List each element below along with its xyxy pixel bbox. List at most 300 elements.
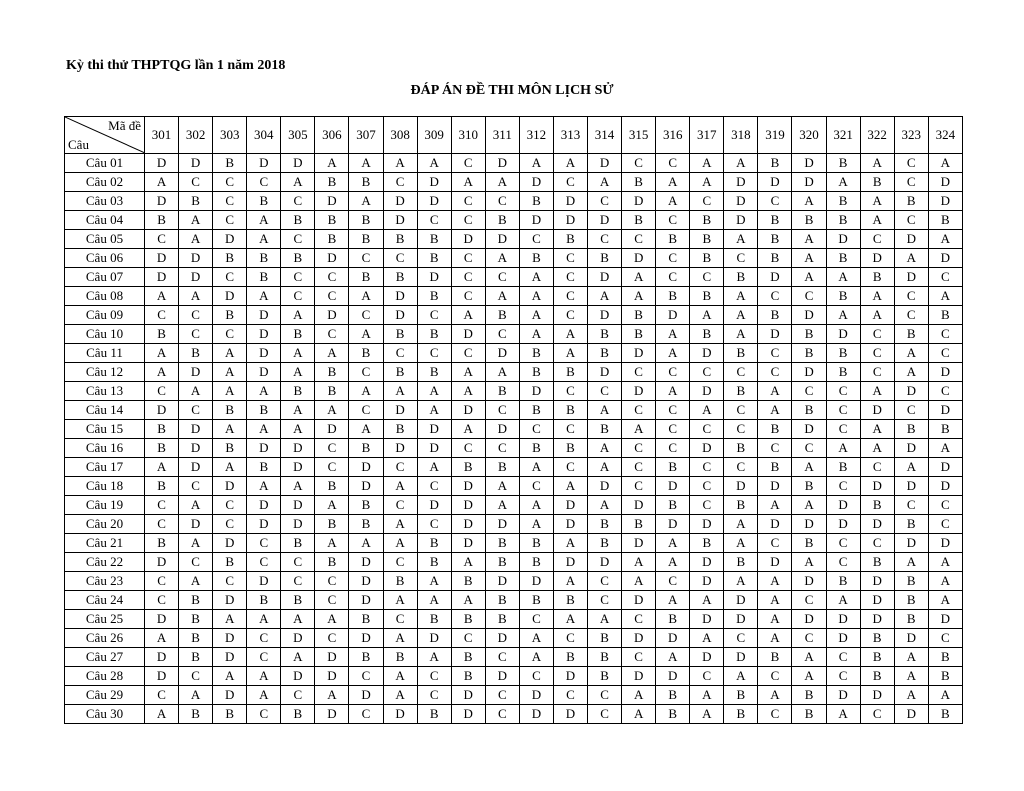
answer-cell: C [792, 629, 826, 648]
answer-cell: C [860, 344, 894, 363]
answer-cell: D [519, 173, 553, 192]
answer-cell: C [928, 382, 962, 401]
answer-cell: A [281, 648, 315, 667]
answer-cell: C [724, 249, 758, 268]
answer-cell: D [383, 439, 417, 458]
answer-cell: C [553, 249, 587, 268]
answer-cell: C [281, 553, 315, 572]
answer-cell: D [928, 249, 962, 268]
answer-cell: B [588, 325, 622, 344]
answer-cell: C [690, 667, 724, 686]
answer-cell: D [485, 230, 519, 249]
answer-cell: A [724, 306, 758, 325]
answer-cell: D [894, 439, 928, 458]
answer-cell: C [553, 629, 587, 648]
answer-cell: A [485, 173, 519, 192]
table-row [65, 249, 963, 268]
answer-cell: B [485, 458, 519, 477]
question-number-cell: Câu 09 [65, 306, 145, 325]
answer-cell: C [179, 667, 213, 686]
answer-cell: D [383, 401, 417, 420]
table-row [65, 306, 963, 325]
answer-cell: B [417, 534, 451, 553]
answer-cell: A [553, 344, 587, 363]
answer-cell: D [417, 439, 451, 458]
answer-cell: D [553, 192, 587, 211]
answer-cell: C [724, 420, 758, 439]
answer-cell: A [179, 496, 213, 515]
answer-cell: D [145, 648, 179, 667]
answer-cell: C [179, 477, 213, 496]
answer-cell: B [928, 648, 962, 667]
answer-cell: C [724, 401, 758, 420]
answer-cell: C [349, 401, 383, 420]
answer-cell: B [894, 325, 928, 344]
answer-cell: C [383, 553, 417, 572]
answer-cell: A [724, 534, 758, 553]
answer-cell: C [485, 325, 519, 344]
answer-cell: A [519, 496, 553, 515]
answer-cell: B [179, 705, 213, 724]
answer-cell: A [588, 173, 622, 192]
answer-cell: A [281, 344, 315, 363]
answer-cell: C [315, 591, 349, 610]
answer-cell: C [826, 667, 860, 686]
answer-cell: A [758, 382, 792, 401]
answer-cell: C [894, 496, 928, 515]
table-row [65, 496, 963, 515]
answer-cell: A [656, 591, 690, 610]
answer-cell: C [417, 306, 451, 325]
answer-cell: C [213, 572, 247, 591]
answer-cell: C [213, 515, 247, 534]
answer-cell: D [485, 420, 519, 439]
answer-cell: B [724, 496, 758, 515]
answer-cell: D [417, 173, 451, 192]
answer-cell: B [145, 439, 179, 458]
answer-cell: D [349, 477, 383, 496]
answer-cell: D [894, 534, 928, 553]
answer-cell: C [451, 287, 485, 306]
table-row [65, 705, 963, 724]
answer-cell: A [281, 610, 315, 629]
answer-cell: D [315, 667, 349, 686]
answer-cell: A [928, 439, 962, 458]
question-label: Câu [68, 137, 89, 152]
answer-cell: A [894, 249, 928, 268]
answer-cell: D [656, 515, 690, 534]
answer-cell: B [553, 230, 587, 249]
answer-cell: D [690, 382, 724, 401]
answer-cell: A [622, 268, 656, 287]
answer-cell: C [247, 629, 281, 648]
answer-cell: C [281, 686, 315, 705]
answer-cell: D [928, 610, 962, 629]
answer-cell: C [860, 458, 894, 477]
table-row [65, 382, 963, 401]
answer-cell: D [145, 268, 179, 287]
answer-cell: D [894, 268, 928, 287]
answer-cell: C [281, 192, 315, 211]
answer-cell: A [519, 458, 553, 477]
answer-cell: C [145, 591, 179, 610]
answer-cell: D [281, 458, 315, 477]
exam-code-header: 303 [213, 117, 247, 154]
question-number-cell: Câu 18 [65, 477, 145, 496]
answer-cell: B [281, 211, 315, 230]
answer-cell: B [588, 515, 622, 534]
answer-cell: B [826, 192, 860, 211]
answer-cell: B [758, 211, 792, 230]
question-number-cell: Câu 29 [65, 686, 145, 705]
answer-cell: B [417, 249, 451, 268]
answer-cell: A [417, 458, 451, 477]
answer-cell: A [179, 211, 213, 230]
answer-cell: C [622, 363, 656, 382]
answer-cell: C [894, 173, 928, 192]
answer-cell: B [826, 572, 860, 591]
answer-cell: C [826, 534, 860, 553]
answer-cell: D [724, 192, 758, 211]
answer-cell: D [724, 648, 758, 667]
answer-cell: D [860, 477, 894, 496]
exam-code-header: 315 [622, 117, 656, 154]
answer-cell: C [247, 553, 281, 572]
answer-cell: A [519, 268, 553, 287]
answer-cell: C [622, 477, 656, 496]
answer-key-title: ĐÁP ÁN ĐỀ THI MÔN LỊCH SỬ [410, 83, 614, 98]
answer-cell: D [588, 268, 622, 287]
answer-cell: A [860, 192, 894, 211]
answer-cell: A [519, 629, 553, 648]
answer-cell: C [485, 686, 519, 705]
answer-cell: D [519, 211, 553, 230]
answer-cell: D [179, 515, 213, 534]
table-row [65, 591, 963, 610]
answer-cell: B [383, 648, 417, 667]
answer-cell: B [281, 705, 315, 724]
answer-cell: B [519, 192, 553, 211]
answer-cell: A [383, 667, 417, 686]
answer-cell: A [315, 154, 349, 173]
answer-cell: D [247, 439, 281, 458]
answer-cell: D [588, 211, 622, 230]
answer-cell: A [349, 382, 383, 401]
exam-code-header: 313 [553, 117, 587, 154]
answer-cell: B [826, 249, 860, 268]
answer-cell: D [349, 686, 383, 705]
answer-cell: A [145, 287, 179, 306]
answer-cell: A [656, 325, 690, 344]
answer-cell: D [417, 629, 451, 648]
answer-cell: A [145, 173, 179, 192]
answer-cell: C [315, 458, 349, 477]
answer-cell: B [315, 382, 349, 401]
answer-cell: D [383, 211, 417, 230]
answer-cell: B [519, 401, 553, 420]
answer-cell: C [281, 268, 315, 287]
exam-code-header: 310 [451, 117, 485, 154]
table-row [65, 211, 963, 230]
answer-cell: B [485, 306, 519, 325]
answer-cell: C [145, 686, 179, 705]
question-number-cell: Câu 14 [65, 401, 145, 420]
answer-cell: D [622, 496, 656, 515]
answer-cell: A [792, 496, 826, 515]
answer-cell: A [349, 154, 383, 173]
question-number-cell: Câu 13 [65, 382, 145, 401]
answer-cell: A [792, 553, 826, 572]
answer-cell: A [894, 667, 928, 686]
answer-cell: A [656, 344, 690, 363]
answer-cell: D [145, 610, 179, 629]
answer-cell: D [349, 591, 383, 610]
answer-cell: D [145, 154, 179, 173]
answer-cell: A [758, 610, 792, 629]
answer-cell: B [928, 667, 962, 686]
answer-cell: C [656, 154, 690, 173]
answer-cell: A [656, 648, 690, 667]
answer-cell: D [758, 325, 792, 344]
answer-cell: D [417, 268, 451, 287]
answer-cell: A [758, 591, 792, 610]
exam-code-header: 318 [724, 117, 758, 154]
answer-cell: D [656, 477, 690, 496]
answer-cell: B [383, 268, 417, 287]
answer-cell: A [894, 363, 928, 382]
answer-cell: D [315, 420, 349, 439]
answer-cell: B [758, 306, 792, 325]
answer-cell: B [349, 515, 383, 534]
answer-cell: A [758, 572, 792, 591]
answer-cell: A [622, 705, 656, 724]
answer-cell: C [690, 496, 724, 515]
answer-cell: C [451, 249, 485, 268]
answer-cell: B [315, 211, 349, 230]
answer-cell: D [860, 249, 894, 268]
answer-cell: A [383, 534, 417, 553]
answer-cell: C [485, 705, 519, 724]
question-number-cell: Câu 12 [65, 363, 145, 382]
answer-cell: B [553, 439, 587, 458]
answer-cell: C [451, 629, 485, 648]
answer-cell: C [928, 344, 962, 363]
answer-cell: D [724, 477, 758, 496]
answer-cell: D [315, 648, 349, 667]
answer-cell: B [690, 230, 724, 249]
answer-cell: D [485, 344, 519, 363]
exam-code-header: 321 [826, 117, 860, 154]
answer-cell: A [690, 173, 724, 192]
answer-cell: B [519, 439, 553, 458]
answer-cell: D [519, 382, 553, 401]
answer-cell: A [519, 154, 553, 173]
answer-cell: B [349, 211, 383, 230]
answer-cell: A [179, 572, 213, 591]
answer-cell: A [860, 420, 894, 439]
answer-cell: C [758, 363, 792, 382]
answer-cell: A [724, 572, 758, 591]
answer-cell: A [792, 648, 826, 667]
answer-cell: C [281, 230, 315, 249]
answer-cell: A [928, 154, 962, 173]
answer-cell: C [656, 211, 690, 230]
answer-cell: D [758, 553, 792, 572]
answer-cell: B [281, 325, 315, 344]
answer-cell: D [281, 667, 315, 686]
answer-cell: D [826, 496, 860, 515]
answer-cell: C [724, 458, 758, 477]
answer-cell: D [281, 496, 315, 515]
answer-cell: C [349, 705, 383, 724]
answer-cell: D [792, 306, 826, 325]
answer-cell: C [451, 211, 485, 230]
answer-cell: B [315, 230, 349, 249]
answer-cell: A [179, 686, 213, 705]
exam-code-label: Mã đề [108, 118, 141, 133]
answer-cell: D [724, 211, 758, 230]
answer-cell: B [179, 629, 213, 648]
answer-cell: A [383, 154, 417, 173]
answer-cell: A [588, 287, 622, 306]
answer-cell: B [519, 363, 553, 382]
answer-cell: C [145, 230, 179, 249]
answer-cell: A [213, 610, 247, 629]
answer-cell: B [758, 458, 792, 477]
answer-cell: C [417, 211, 451, 230]
answer-cell: B [758, 648, 792, 667]
answer-cell: C [451, 154, 485, 173]
answer-cell: B [860, 629, 894, 648]
answer-cell: C [145, 515, 179, 534]
answer-cell: B [860, 648, 894, 667]
question-number-cell: Câu 07 [65, 268, 145, 287]
answer-cell: A [656, 553, 690, 572]
answer-cell: B [315, 553, 349, 572]
answer-cell: B [553, 648, 587, 667]
answer-cell: C [826, 382, 860, 401]
answer-cell: D [690, 572, 724, 591]
answer-cell: B [724, 553, 758, 572]
answer-cell: A [145, 363, 179, 382]
exam-code-header: 308 [383, 117, 417, 154]
answer-cell: C [179, 173, 213, 192]
answer-cell: B [894, 515, 928, 534]
answer-cell: C [860, 534, 894, 553]
answer-cell: A [417, 382, 451, 401]
answer-cell: A [485, 363, 519, 382]
exam-code-header: 317 [690, 117, 724, 154]
answer-cell: C [519, 420, 553, 439]
answer-cell: B [656, 458, 690, 477]
answer-cell: D [349, 458, 383, 477]
answer-cell: D [792, 610, 826, 629]
answer-cell: A [690, 154, 724, 173]
answer-cell: D [451, 705, 485, 724]
answer-cell: A [826, 705, 860, 724]
exam-code-header: 323 [894, 117, 928, 154]
answer-cell: B [179, 192, 213, 211]
answer-cell: D [894, 382, 928, 401]
answer-cell: D [553, 705, 587, 724]
answer-cell: A [622, 287, 656, 306]
answer-cell: C [588, 382, 622, 401]
answer-cell: B [758, 154, 792, 173]
answer-cell: B [417, 363, 451, 382]
answer-cell: A [622, 686, 656, 705]
answer-cell: B [928, 306, 962, 325]
answer-cell: A [145, 705, 179, 724]
table-row [65, 154, 963, 173]
answer-cell: B [315, 515, 349, 534]
answer-cell: A [281, 420, 315, 439]
answer-cell: B [690, 249, 724, 268]
answer-cell: C [281, 572, 315, 591]
answer-cell: D [383, 705, 417, 724]
answer-cell: D [179, 439, 213, 458]
answer-cell: D [894, 230, 928, 249]
answer-cell: A [894, 648, 928, 667]
answer-cell: A [519, 648, 553, 667]
answer-cell: B [451, 458, 485, 477]
answer-cell: A [451, 306, 485, 325]
answer-cell: B [213, 705, 247, 724]
answer-cell: B [826, 344, 860, 363]
answer-cell: B [349, 173, 383, 192]
answer-cell: D [758, 268, 792, 287]
answer-cell: B [724, 268, 758, 287]
answer-cell: C [656, 572, 690, 591]
answer-cell: D [247, 154, 281, 173]
answer-cell: A [519, 515, 553, 534]
answer-cell: C [758, 344, 792, 363]
answer-cell: B [588, 629, 622, 648]
answer-cell: A [928, 686, 962, 705]
answer-cell: C [145, 382, 179, 401]
table-row [65, 515, 963, 534]
answer-cell: D [792, 572, 826, 591]
answer-cell: C [179, 553, 213, 572]
answer-cell: D [826, 515, 860, 534]
answer-cell: D [792, 363, 826, 382]
answer-cell: D [553, 496, 587, 515]
answer-cell: C [383, 458, 417, 477]
answer-cell: D [588, 553, 622, 572]
answer-cell: C [826, 553, 860, 572]
answer-cell: B [247, 249, 281, 268]
answer-cell: A [860, 154, 894, 173]
answer-cell: B [690, 211, 724, 230]
answer-cell: A [588, 610, 622, 629]
answer-cell: D [383, 192, 417, 211]
answer-cell: D [451, 534, 485, 553]
question-number-cell: Câu 15 [65, 420, 145, 439]
answer-cell: B [349, 610, 383, 629]
answer-cell: B [519, 553, 553, 572]
answer-cell: C [451, 268, 485, 287]
answer-cell: C [894, 287, 928, 306]
answer-cell: A [792, 458, 826, 477]
answer-cell: C [417, 477, 451, 496]
answer-cell: C [315, 325, 349, 344]
answer-cell: D [417, 496, 451, 515]
answer-cell: B [928, 211, 962, 230]
answer-cell: A [451, 420, 485, 439]
answer-cell: A [690, 401, 724, 420]
answer-cell: A [247, 420, 281, 439]
answer-cell: B [792, 344, 826, 363]
answer-cell: D [928, 534, 962, 553]
